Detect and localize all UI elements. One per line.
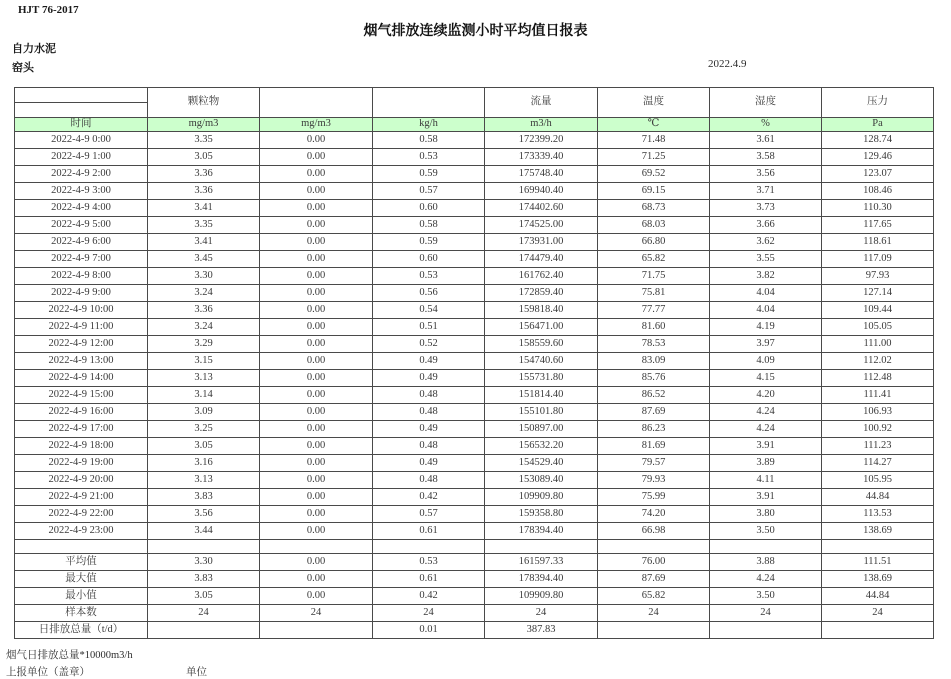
value-cell: 3.25: [148, 421, 260, 438]
value-cell: 65.82: [598, 588, 710, 605]
value-cell: 0.00: [260, 370, 373, 387]
value-cell: 87.69: [598, 571, 710, 588]
value-cell: 109909.80: [485, 489, 598, 506]
value-cell: 129.46: [822, 149, 934, 166]
value-cell: 24: [373, 605, 485, 622]
value-cell: 387.83: [485, 622, 598, 639]
value-cell: 0.00: [260, 438, 373, 455]
value-cell: 69.52: [598, 166, 710, 183]
row-label-cell: 2022-4-9 1:00: [15, 149, 148, 166]
value-cell: 3.29: [148, 336, 260, 353]
value-cell: 3.09: [148, 404, 260, 421]
value-cell: 0.54: [373, 302, 485, 319]
value-cell: 0.00: [260, 285, 373, 302]
value-cell: 3.89: [710, 455, 822, 472]
value-cell: 151814.40: [485, 387, 598, 404]
value-cell: 0.00: [260, 387, 373, 404]
unit-percent: %: [710, 118, 822, 132]
value-cell: 0.51: [373, 319, 485, 336]
value-cell: 3.15: [148, 353, 260, 370]
value-cell: 4.19: [710, 319, 822, 336]
unit-label: 单位: [186, 667, 207, 678]
value-cell: 24: [710, 605, 822, 622]
value-cell: 3.35: [148, 132, 260, 149]
row-label-cell: 2022-4-9 23:00: [15, 523, 148, 540]
footer-note: 烟气日排放总量*10000m3/h: [6, 650, 133, 661]
value-cell: 0.61: [373, 571, 485, 588]
value-cell: 3.05: [148, 149, 260, 166]
value-cell: 150897.00: [485, 421, 598, 438]
station-name: 窑头: [12, 62, 34, 74]
value-cell: 71.48: [598, 132, 710, 149]
table-row: [15, 370, 934, 387]
value-cell: 106.93: [822, 404, 934, 421]
value-cell: 24: [485, 605, 598, 622]
value-cell: 113.53: [822, 506, 934, 523]
value-cell: 86.52: [598, 387, 710, 404]
table-row: [15, 438, 934, 455]
value-cell: 112.48: [822, 370, 934, 387]
row-label-cell: 2022-4-9 10:00: [15, 302, 148, 319]
value-cell: 128.74: [822, 132, 934, 149]
value-cell: [148, 622, 260, 639]
value-cell: 3.83: [148, 571, 260, 588]
table-row: [15, 285, 934, 302]
value-cell: 76.00: [598, 554, 710, 571]
table-row: [15, 455, 934, 472]
value-cell: 3.36: [148, 302, 260, 319]
value-cell: 0.00: [260, 506, 373, 523]
summary-row: [15, 571, 934, 588]
header-temperature: 温度: [598, 88, 710, 118]
row-label-cell: 2022-4-9 0:00: [15, 132, 148, 149]
value-cell: 4.11: [710, 472, 822, 489]
value-cell: 161597.33: [485, 554, 598, 571]
value-cell: 3.56: [148, 506, 260, 523]
value-cell: 0.00: [260, 132, 373, 149]
value-cell: 24: [822, 605, 934, 622]
standard-code: HJT 76-2017: [18, 4, 79, 16]
value-cell: 3.97: [710, 336, 822, 353]
value-cell: [822, 622, 934, 639]
value-cell: 174402.60: [485, 200, 598, 217]
value-cell: 0.53: [373, 149, 485, 166]
summary-row: [15, 622, 934, 639]
value-cell: 75.99: [598, 489, 710, 506]
value-cell: 154740.60: [485, 353, 598, 370]
value-cell: 0.48: [373, 472, 485, 489]
header-blank-1: [260, 88, 373, 118]
value-cell: 117.65: [822, 217, 934, 234]
value-cell: 0.53: [373, 268, 485, 285]
value-cell: 0.58: [373, 217, 485, 234]
value-cell: 3.91: [710, 489, 822, 506]
value-cell: 0.00: [260, 183, 373, 200]
monitoring-table: [14, 87, 934, 639]
value-cell: 0.49: [373, 421, 485, 438]
value-cell: 44.84: [822, 489, 934, 506]
value-cell: 105.05: [822, 319, 934, 336]
row-label-cell: 2022-4-9 9:00: [15, 285, 148, 302]
unit-mg-m3-a: mg/m3: [148, 118, 260, 132]
value-cell: 0.52: [373, 336, 485, 353]
row-label-cell: 样本数: [15, 605, 148, 622]
row-label-cell: 2022-4-9 17:00: [15, 421, 148, 438]
value-cell: 174525.00: [485, 217, 598, 234]
row-label-cell: 2022-4-9 11:00: [15, 319, 148, 336]
value-cell: 154529.40: [485, 455, 598, 472]
row-label-cell: 2022-4-9 12:00: [15, 336, 148, 353]
value-cell: 109.44: [822, 302, 934, 319]
value-cell: 0.00: [260, 200, 373, 217]
value-cell: 3.82: [710, 268, 822, 285]
value-cell: 3.44: [148, 523, 260, 540]
value-cell: 112.02: [822, 353, 934, 370]
value-cell: 3.56: [710, 166, 822, 183]
value-cell: 3.83: [148, 489, 260, 506]
unit-mg-m3-b: mg/m3: [260, 118, 373, 132]
header-pressure: 压力: [822, 88, 934, 118]
row-label-cell: 2022-4-9 4:00: [15, 200, 148, 217]
value-cell: 81.60: [598, 319, 710, 336]
value-cell: 3.35: [148, 217, 260, 234]
value-cell: 118.61: [822, 234, 934, 251]
value-cell: 109909.80: [485, 588, 598, 605]
value-cell: 156532.20: [485, 438, 598, 455]
value-cell: 4.24: [710, 571, 822, 588]
row-label-cell: 2022-4-9 18:00: [15, 438, 148, 455]
row-label-cell: 2022-4-9 2:00: [15, 166, 148, 183]
value-cell: 4.24: [710, 421, 822, 438]
unit-time: 时间: [15, 118, 148, 132]
value-cell: 4.15: [710, 370, 822, 387]
value-cell: 155101.80: [485, 404, 598, 421]
value-cell: 24: [148, 605, 260, 622]
value-cell: 85.76: [598, 370, 710, 387]
value-cell: 0.42: [373, 588, 485, 605]
value-cell: 0.49: [373, 370, 485, 387]
value-cell: 3.36: [148, 183, 260, 200]
value-cell: 0.00: [260, 234, 373, 251]
summary-row: [15, 554, 934, 571]
value-cell: 0.56: [373, 285, 485, 302]
value-cell: 173339.40: [485, 149, 598, 166]
value-cell: 71.75: [598, 268, 710, 285]
value-cell: 3.55: [710, 251, 822, 268]
row-label-cell: 2022-4-9 13:00: [15, 353, 148, 370]
value-cell: 0.00: [260, 472, 373, 489]
row-label-cell: 2022-4-9 7:00: [15, 251, 148, 268]
row-label-cell: 2022-4-9 20:00: [15, 472, 148, 489]
row-label-cell: 2022-4-9 5:00: [15, 217, 148, 234]
value-cell: 111.23: [822, 438, 934, 455]
value-cell: 24: [598, 605, 710, 622]
value-cell: 81.69: [598, 438, 710, 455]
table-row: [15, 200, 934, 217]
value-cell: 3.30: [148, 554, 260, 571]
value-cell: 153089.40: [485, 472, 598, 489]
row-label-cell: 2022-4-9 21:00: [15, 489, 148, 506]
value-cell: 0.00: [260, 523, 373, 540]
table-row: [15, 234, 934, 251]
table-row: [15, 404, 934, 421]
value-cell: 123.07: [822, 166, 934, 183]
value-cell: 0.58: [373, 132, 485, 149]
value-cell: 0.00: [260, 302, 373, 319]
report-title: 烟气排放连续监测小时平均值日报表: [363, 24, 588, 39]
row-label-cell: 最小值: [15, 588, 148, 605]
value-cell: 178394.40: [485, 523, 598, 540]
table-row: [15, 489, 934, 506]
value-cell: 87.69: [598, 404, 710, 421]
value-cell: 3.88: [710, 554, 822, 571]
value-cell: 0.00: [260, 455, 373, 472]
table-row: [15, 132, 934, 149]
value-cell: 100.92: [822, 421, 934, 438]
value-cell: 0.00: [260, 319, 373, 336]
value-cell: 0.00: [260, 489, 373, 506]
value-cell: 0.01: [373, 622, 485, 639]
value-cell: 0.00: [260, 554, 373, 571]
value-cell: 3.50: [710, 523, 822, 540]
table-row: [15, 506, 934, 523]
value-cell: 0.42: [373, 489, 485, 506]
value-cell: 155731.80: [485, 370, 598, 387]
value-cell: 110.30: [822, 200, 934, 217]
row-label-cell: 平均值: [15, 554, 148, 571]
value-cell: 4.20: [710, 387, 822, 404]
row-label-cell: 2022-4-9 22:00: [15, 506, 148, 523]
value-cell: 66.80: [598, 234, 710, 251]
value-cell: 0.00: [260, 353, 373, 370]
row-label-cell: 2022-4-9 6:00: [15, 234, 148, 251]
row-label-cell: 最大值: [15, 571, 148, 588]
value-cell: 97.93: [822, 268, 934, 285]
value-cell: [260, 540, 373, 554]
value-cell: 0.48: [373, 438, 485, 455]
unit-m3-h: m3/h: [485, 118, 598, 132]
value-cell: [373, 540, 485, 554]
value-cell: 172399.20: [485, 132, 598, 149]
value-cell: 174479.40: [485, 251, 598, 268]
value-cell: 3.05: [148, 588, 260, 605]
value-cell: 0.57: [373, 506, 485, 523]
value-cell: [822, 540, 934, 554]
unit-header-row: [15, 118, 934, 132]
value-cell: 0.00: [260, 588, 373, 605]
value-cell: 158559.60: [485, 336, 598, 353]
value-cell: 108.46: [822, 183, 934, 200]
table-row: [15, 319, 934, 336]
value-cell: 127.14: [822, 285, 934, 302]
value-cell: 3.14: [148, 387, 260, 404]
value-cell: 0.59: [373, 166, 485, 183]
value-cell: 3.16: [148, 455, 260, 472]
value-cell: 159358.80: [485, 506, 598, 523]
row-label-cell: [15, 540, 148, 554]
value-cell: 86.23: [598, 421, 710, 438]
value-cell: 0.00: [260, 421, 373, 438]
value-cell: 66.98: [598, 523, 710, 540]
unit-pa: Pa: [822, 118, 934, 132]
summary-row: [15, 588, 934, 605]
value-cell: 3.66: [710, 217, 822, 234]
value-cell: 0.48: [373, 404, 485, 421]
value-cell: 4.04: [710, 285, 822, 302]
value-cell: 0.00: [260, 251, 373, 268]
time-header-top-cell: [15, 88, 148, 103]
value-cell: 3.30: [148, 268, 260, 285]
value-cell: 0.00: [260, 166, 373, 183]
value-cell: 68.73: [598, 200, 710, 217]
value-cell: [710, 622, 822, 639]
row-label-cell: 日排放总量（t/d）: [15, 622, 148, 639]
value-cell: [148, 540, 260, 554]
value-cell: 71.25: [598, 149, 710, 166]
value-cell: 169940.40: [485, 183, 598, 200]
value-cell: 3.13: [148, 370, 260, 387]
summary-row: [15, 605, 934, 622]
value-cell: 175748.40: [485, 166, 598, 183]
value-cell: 3.45: [148, 251, 260, 268]
company-name: 自力水泥: [12, 43, 56, 55]
value-cell: 3.62: [710, 234, 822, 251]
value-cell: 138.69: [822, 523, 934, 540]
group-header-row: [15, 88, 934, 103]
table-row: [15, 472, 934, 489]
table-row: [15, 302, 934, 319]
value-cell: 111.41: [822, 387, 934, 404]
value-cell: 24: [260, 605, 373, 622]
row-label-cell: 2022-4-9 14:00: [15, 370, 148, 387]
value-cell: 3.91: [710, 438, 822, 455]
value-cell: 3.41: [148, 234, 260, 251]
table-row: [15, 387, 934, 404]
value-cell: [485, 540, 598, 554]
value-cell: 138.69: [822, 571, 934, 588]
value-cell: 0.53: [373, 554, 485, 571]
table-row: [15, 353, 934, 370]
header-flow: 流量: [485, 88, 598, 118]
table-row: [15, 523, 934, 540]
value-cell: 0.57: [373, 183, 485, 200]
value-cell: 114.27: [822, 455, 934, 472]
row-label-cell: 2022-4-9 15:00: [15, 387, 148, 404]
value-cell: 79.57: [598, 455, 710, 472]
table-row: [15, 183, 934, 200]
value-cell: 3.41: [148, 200, 260, 217]
value-cell: 3.13: [148, 472, 260, 489]
value-cell: 117.09: [822, 251, 934, 268]
value-cell: 3.80: [710, 506, 822, 523]
value-cell: 0.00: [260, 149, 373, 166]
value-cell: 173931.00: [485, 234, 598, 251]
value-cell: 77.77: [598, 302, 710, 319]
value-cell: 78.53: [598, 336, 710, 353]
value-cell: 159818.40: [485, 302, 598, 319]
row-label-cell: 2022-4-9 8:00: [15, 268, 148, 285]
value-cell: 68.03: [598, 217, 710, 234]
table-row: [15, 166, 934, 183]
value-cell: 44.84: [822, 588, 934, 605]
row-label-cell: 2022-4-9 19:00: [15, 455, 148, 472]
report-date: 2022.4.9: [708, 58, 747, 70]
value-cell: 0.00: [260, 571, 373, 588]
value-cell: 0.00: [260, 404, 373, 421]
value-cell: 111.51: [822, 554, 934, 571]
value-cell: 3.36: [148, 166, 260, 183]
value-cell: 74.20: [598, 506, 710, 523]
row-label-cell: 2022-4-9 16:00: [15, 404, 148, 421]
value-cell: 0.48: [373, 387, 485, 404]
value-cell: 0.00: [260, 268, 373, 285]
value-cell: [710, 540, 822, 554]
value-cell: [260, 622, 373, 639]
row-label-cell: 2022-4-9 3:00: [15, 183, 148, 200]
value-cell: 69.15: [598, 183, 710, 200]
value-cell: 0.00: [260, 336, 373, 353]
value-cell: 178394.40: [485, 571, 598, 588]
value-cell: 156471.00: [485, 319, 598, 336]
value-cell: 3.73: [710, 200, 822, 217]
table-row: [15, 268, 934, 285]
table-row: [15, 421, 934, 438]
value-cell: 75.81: [598, 285, 710, 302]
value-cell: 105.95: [822, 472, 934, 489]
value-cell: 79.93: [598, 472, 710, 489]
value-cell: 172859.40: [485, 285, 598, 302]
value-cell: 3.24: [148, 319, 260, 336]
value-cell: 83.09: [598, 353, 710, 370]
value-cell: 3.05: [148, 438, 260, 455]
header-humidity: 湿度: [710, 88, 822, 118]
value-cell: 0.59: [373, 234, 485, 251]
value-cell: 0.60: [373, 251, 485, 268]
value-cell: 0.49: [373, 455, 485, 472]
value-cell: 3.24: [148, 285, 260, 302]
value-cell: 0.60: [373, 200, 485, 217]
value-cell: 0.61: [373, 523, 485, 540]
value-cell: 111.00: [822, 336, 934, 353]
value-cell: [598, 622, 710, 639]
header-particulate: 颗粒物: [148, 88, 260, 118]
table-row: [15, 217, 934, 234]
header-blank-2: [373, 88, 485, 118]
table-row: [15, 149, 934, 166]
unit-celsius: ℃: [598, 118, 710, 132]
value-cell: 4.04: [710, 302, 822, 319]
value-cell: 65.82: [598, 251, 710, 268]
time-header-bottom-cell: [15, 103, 148, 118]
value-cell: 4.09: [710, 353, 822, 370]
spacer-row: [15, 540, 934, 554]
report-unit-label: 上报单位（盖章）: [6, 667, 90, 678]
table-row: [15, 336, 934, 353]
value-cell: 3.71: [710, 183, 822, 200]
value-cell: 4.24: [710, 404, 822, 421]
value-cell: 0.00: [260, 217, 373, 234]
table-row: [15, 251, 934, 268]
unit-kg-h: kg/h: [373, 118, 485, 132]
value-cell: 161762.40: [485, 268, 598, 285]
value-cell: 3.50: [710, 588, 822, 605]
value-cell: 0.49: [373, 353, 485, 370]
value-cell: 3.58: [710, 149, 822, 166]
value-cell: 3.61: [710, 132, 822, 149]
value-cell: [598, 540, 710, 554]
